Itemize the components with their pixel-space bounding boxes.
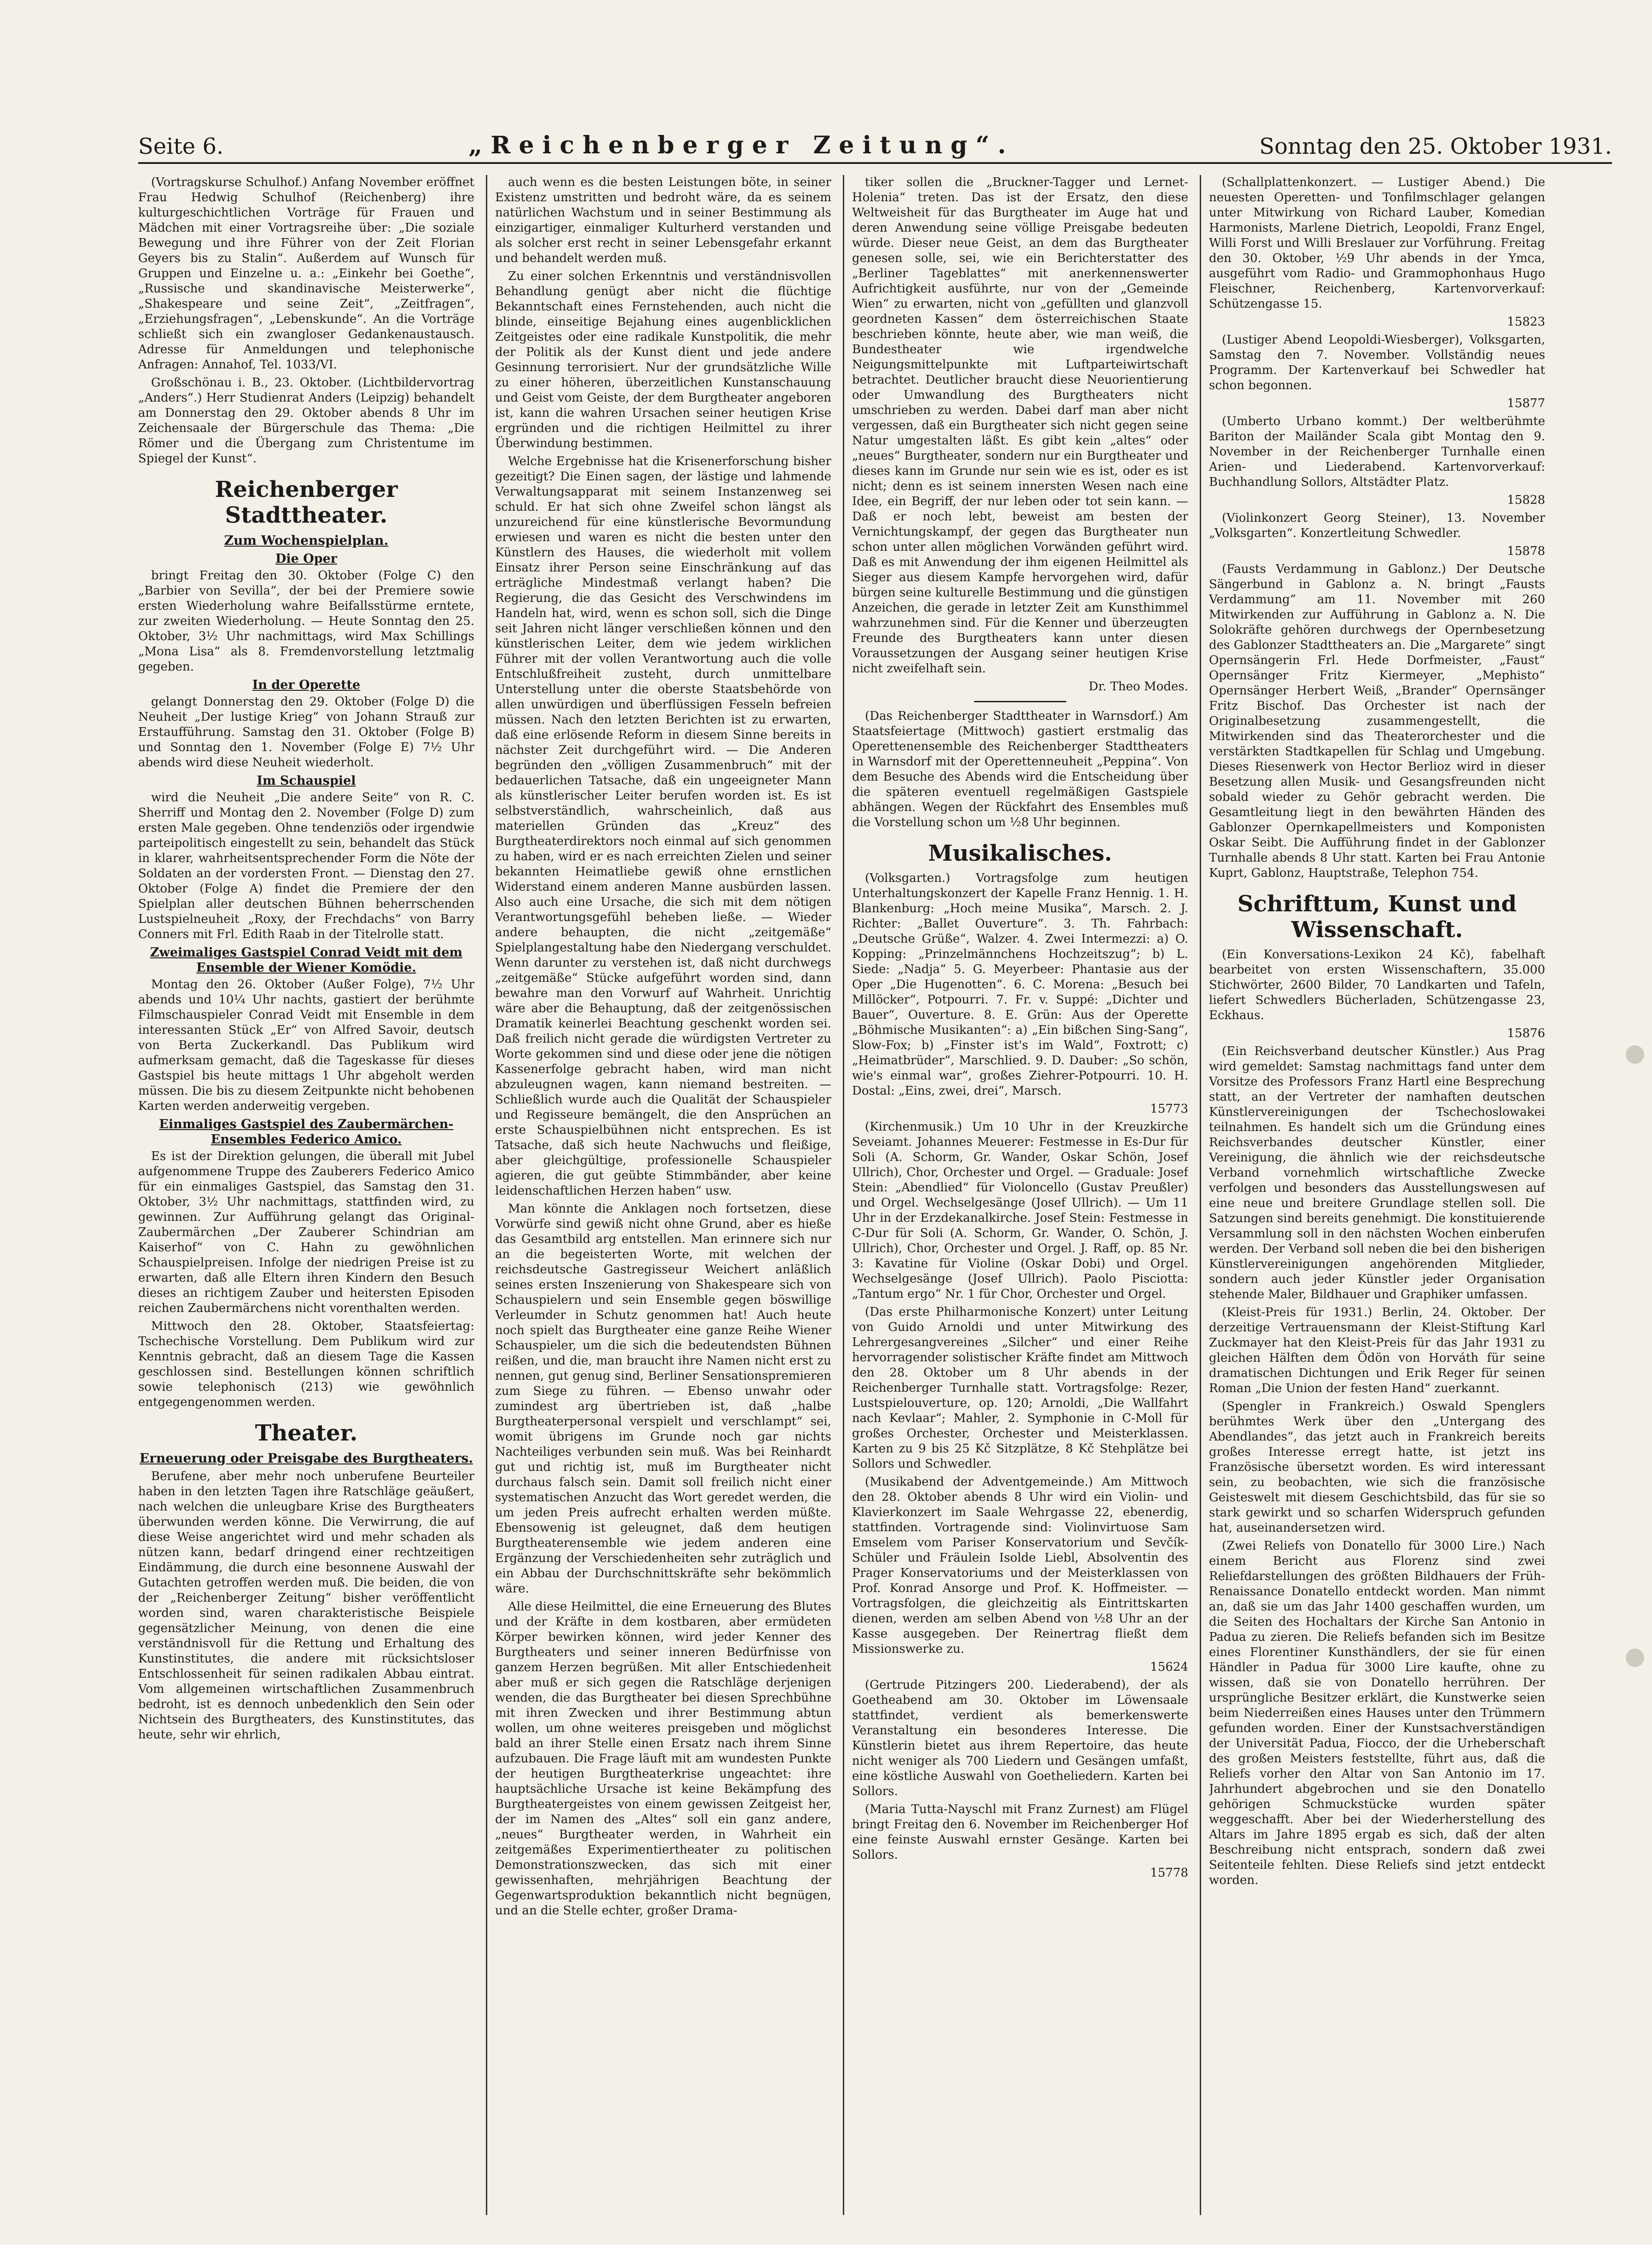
page-number: Seite 6. [138,134,224,159]
article-mittwoch: Mittwoch den 28. Oktober, Staatsfeiertag: Tschechische Vorstellung. Dem Publikum wird zur Kenntnis gebracht, daß an diesem Tage die Kassen geschlossen sind. Bestellungen können schriftlich sowie telephonisch (213) wie gewöhnlich entgegengenommen werden. [138,1319,474,1409]
article-urbano: (Umberto Urbano kommt.) Der weltberühmte Bariton der Mailänder Scala gibt Montag den 9. November in der Reichenberger Turnhalle einen Arien- und Liederabend. Kartenvorverkauf: Buchhandlung Sollors, Altstädter Platz. [1209,414,1545,489]
section-heading-stadttheater: Reichenberger Stadttheater. [215,477,398,528]
separator [974,701,1066,702]
newspaper-title: „Reichenberger Zeitung“. [468,131,1015,159]
ad-number: 15624 [1150,1660,1188,1674]
column-2 [495,175,831,2215]
subheading-oper: Die Oper [275,552,338,566]
column-1 [138,175,474,2215]
article-reichsverband: (Ein Reichsverband deutscher Künstler.) Aus Prag wird gemeldet: Samstag nachmittags fand unter dem Vorsitze des Professors Franz Hartl eine Besprechung statt, an der Vertreter der namhaften deutschen Künstlervereinigungen der Tschechoslowakei teilnahmen. Es handelt sich um die Gründung eines Reichsverbandes deutscher Künstler, einer Vereinigung, die ähnlich wie der reichsdeutsche Verband vornehmlich wirtschaftliche Zwecke verfolgen und besonders das Ausstellungswesen auf eine neue und breitere Grundlage stellen soll. Die Satzungen sind bereits genehmigt. Die konstituierende Versammlung soll in den nächsten Wochen einberufen werden. Der Verband soll neben die bei den bisherigen Künstlervereinigungen angehörenden Mitglieder, sondern auch jeder Künstler jeder Organisation stehende Maler, Bildhauer und Graphiker umfassen. [1209,1044,1545,1301]
article-donatello: (Zwei Reliefs von Donatello für 3000 Lire.) Nach einem Bericht aus Florenz sind zwei Reliefdarstellungen des größten Bildhauers der Früh-Renaissance Donatello entdeckt worden. Man nimmt an, daß sie um das Jahr 1400 geschaffen wurden, um die Seiten des Hochaltars der Kirche San Antonio in Padua zu zieren. Die Reliefs befanden sich im Besitze eines Florentiner Kunsthändlers, der sie für einen Händler in Padua für 3000 Lire kaufte, ohne zu wissen, daß sie von Donatello herrühren. Der ursprüngliche Besitzer erklärt, die Kunstwerke seien beim Niederreißen eines Hauses unter den Trümmern gefunden worden. Einer der Kunstsachverständigen der Universität Padua, Fiocco, der die Urheberschaft des großen Meisters feststellte, führt aus, daß die Reliefs vorher den Altar von San Antonio im 17. Jahrhundert abgebrochen und sie den Donatello gehörigen Schmuckstücke wurden später weggeschafft. Aber bei der Wiederherstellung des Altars im Jahre 1895 ergab es sich, daß der alten Beschreibung nicht entsprach, sondern daß zwei Seitenteile fehlten. Diese Reliefs sind jetzt entdeckt worden. [1209,1539,1545,1887]
article-burgtheater-cont-5: Alle diese Heilmittel, die eine Erneuerung des Blutes und der Kräfte in dem kostbaren, aber ermüdeten Körper bewirken können, wird jeder Kenner des Burgtheaters und seiner inneren Bedürfnisse von ganzem Herzen begrüßen. Mit aller Entschiedenheit aber muß er sich gegen die Ratschläge derjenigen wenden, die das Burgtheater bei diesen Sprechbühne mit ihren Zwecken und ihrer Bestimmung abtun wollen, um ohne weiteres preisgeben und möglichst bald an ihrer Stelle einen Ersatz nach ihrem Sinne aufzubauen. Die Frage läuft mit am wundesten Punkte der heutigen Burgtheaterkrise ungeachtet: ihre hauptsächliche Ursache ist keine Bekämpfung des Burgtheatergeistes von einem gewissen Zeitgeist her, der im Namen des „Altes“ soll ein ganz andere, „neues“ Burgtheater werden, in Wahrheit ein zeitgemäßes Experimentiertheater zu politischen Demonstrationszwecken, das sich mit einer gewissenhaften, mehrjährigen Beachtung der Gegenwartsproduktion bekanntlich nicht begnügen, und an die Stelle echter, großer Drama- [495,1600,831,1918]
binding-hole [1626,1649,1644,1667]
section-heading-schrifttum: Schrifttum, Kunst und Wissenschaft. [1237,891,1517,943]
subheading-wochenspielplan: Zum Wochenspielplan. [224,533,389,548]
ad-number: 15878 [1507,544,1545,558]
article-pitzinger: (Gertrude Pitzingers 200. Liederabend), der als Goetheabend am 30. Oktober im Löwensaale stattfindet, verdient als bemerkenswerte Veranstaltung ein besonderes Interesse. Die Künstlerin bietet aus ihrem Repertoire, das heute nicht weniger als 700 Liedern und Gesängen umfaßt, eine köstliche Auswahl von Goetheliedern. Karten bei Sollors. [852,1678,1188,1798]
article-volksgarten: (Volksgarten.) Vortragsfolge zum heutigen Unterhaltungskonzert der Kapelle Franz Hennig. 1. H. Blankenburg: „Hoch meine Musika“, Marsch. 2. J. Richter: „Ballet Ouverture“. 3. Th. Fahrbach: „Deutsche Grüße“, Walzer. 4. Zwei Intermezzi: a) O. Kopping: „Prinzelmännchens Hochzeitszug“; b) L. Siede: „Nadja“ 5. G. Meyerbeer: Phantasie aus der Oper „Die Hugenotten“. 6. C. Morena: „Besuch bei Millöcker“, Potpourri. 7. Fr. v. Suppé: „Dichter und Bauer“, Ouverture. 8. E. Grün: Aus der Operette „Böhmische Musikanten“: a) „Ein bißchen Sing-Sang“, Slow-Fox; b) „Finster ist's im Wald“, Foxtrott; c) „Heimatbrüder“, Marschlied. 9. D. Dauber: „So schön, wie's einmal war“, großes Ziehrer-Potpourri. 10. H. Dostal: „Eins, zwei, drei“, Marsch. [852,871,1188,1098]
ad-number: 15876 [1507,1026,1545,1040]
section-heading-musikalisches: Musikalisches. [928,840,1112,866]
column-divider [1200,175,1201,2215]
article-schallplatten: (Schallplattenkonzert. — Lustiger Abend.) Die neuesten Operetten- und Tonfilmschlager gelangen unter Mitwirkung von Richard Lauber, Komedian Harmonists, Marlene Dietrich, Leopoldi, Franz Engel, Willi Forst und Willi Breslauer zur Vorführung. Freitag den 30. Oktober, ½9 Uhr abends in der Ymca, ausgeführt vom Radio- und Grammophonhaus Hugo Fleischner, Reichenberg, Kartenvorverkauf: Schützengasse 15. [1209,175,1545,311]
subheading-schauspiel: Im Schauspiel [257,774,356,788]
subheading-operette: In der Operette [252,678,361,692]
article-philharmonisch: (Das erste Philharmonische Konzert) unter Leitung von Guido Arnoldi und unter Mitwirkung des Lehrergesangvereines „Silcher“ und einer Reihe hervorragender solistischer Kräfte findet am Mittwoch den 28. Oktober um 8 Uhr abends in der Reichenberger Turnhalle statt. Vortragsfolge: Rezer, Lustspielouverture, op. 120; Arnoldi, „Die Wallfahrt nach Kevlaar“; Mahler, 2. Symphonie in C-Moll für großes Orchester, Orchester und Meisterklassen. Karten zu 9 bis 25 Kč Sitzplätze, 8 Kč Stehplätze bei Sollors und Schwedler. [852,1305,1188,1471]
column-divider [843,175,844,2215]
article-kirchenmusik: (Kirchenmusik.) Um 10 Uhr in der Kreuzkirche Seveiamt. Johannes Meuerer: Festmesse in Es-Dur für Soli (A. Schorm, Gr. Wander, Oskar Schön, Josef Ullrich), Chor, Orchester und Orgel. — Graduale: Josef Stein: „Abendlied“ für Violoncello (Gustav Preußler) und Orgel. Wechselgesänge (Josef Ullrich). — Um 11 Uhr in der Erzdekanalkirche. Josef Stein: Festmesse in C-Dur für Soli (A. Schorm, Gr. Wander, O. Schön, J. Ullrich), Chor, Orchester und Orgel. J. Raff, op. 85 Nr. 3: Kavatine für Violine (Oskar Dobi) und Orgel. Wechselgesänge (Josef Ullrich). Paolo Pisciotta: „Tantum ergo“ Nr. 1 für Chor, Orchester und Orgel. [852,1120,1188,1301]
ad-number: 15823 [1507,315,1545,329]
article-burgtheater-end: tiker sollen die „Bruckner-Tagger und Lernet-Holenia“ treten. Das ist der Ersatz, den diese Weltweisheit für das Burgtheater im Auge hat und deren Anwendung seine völlige Preisgabe bedeuten würde. Dieser neue Geist, an dem das Burgtheater genesen solle, sei, wie ein Berichterstatter des „Berliner Tageblattes“ mit anerkennenswerter Aufrichtigkeit ausführte, nur von der „Gemeinde Wien“ zu erwarten, nicht von „gefüllten und glanzvoll geordneten Kassen“ dem österreichischen Staate beschrieben könnte, heute aber, wie man weiß, die Bundestheater wie irgendwelche Neigungsmittelpunkte mit Luftparteiwirtschaft betrachtet. Deutlicher braucht diese Neuorientierung oder Umwandlung des Burgtheaters nicht umschrieben zu werden. Dabei darf man aber nicht vergessen, daß ein Burgtheater sich nicht gegen seine Natur umgestalten läßt. Es gibt kein „altes“ oder „neues“ Burgtheater, sondern nur ein Burgtheater und dieses kann im Grunde nur sein wie es ist, oder es ist nicht; denn es ist seinem innersten Wesen nach eine Idee, ein Begriff, der nur leben oder tot sein kann. — Daß er noch lebt, beweist am besten der Vernichtungskampf, der gegen das Burgtheater nun schon unter allen möglichen Vorwänden geführt wird. Daß es mit Anwendung der ihm eigenen Heilmittel als Sieger aus diesem Kampfe hervorgehen wird, dafür bürgen seine kulturelle Bestimmung und die günstigen Anzeichen, die gerade in letzter Zeit am Kunsthimmel wahrzunehmen sind. Für die Kenner und überzeugten Freunde des Burgtheaters kann unter diesen Voraussetzungen der Ausgang seiner heutigen Krise nicht zweifelhaft sein. [852,175,1188,676]
subheading-amico: Einmaliges Gastspiel des Zaubermärchen-Ensembles Federico Amico. [159,1117,454,1147]
binding-hole [1626,1045,1644,1064]
article-veidt: Montag den 26. Oktober (Außer Folge), 7½ Uhr abends und 10¼ Uhr nachts, gastiert der berühmte Filmschauspieler Conrad Veidt mit Ensemble in dem interessanten Stück „Er“ von Alfred Savoir, deutsch von Berta Zuckerkandl. Das Publikum wird aufmerksam gemacht, daß die Tageskasse für dieses Gastspiel bis heute mittags 1 Uhr abgeholt werden müssen. Die bis zu diesem Zeitpunkte nicht behobenen Karten werden anderweitig vergeben. [138,978,474,1113]
article-lexikon: (Ein Konversations-Lexikon 24 Kč), fabelhaft bearbeitet von ersten Wissenschaftern, 35.000 Stichwörter, 2600 Bilder, 70 Landkarten und Tafeln, liefert Schwedlers Bücherladen, Schützengasse 23, Eckhaus. [1209,948,1545,1022]
article-spengler: (Spengler in Frankreich.) Oswald Spenglers berühmtes Werk über den „Untergang des Abendlandes“, das jetzt auch in Frankreich bereits großes Interesse erregt hatte, ist jetzt ins Französische übersetzt worden. Es wird interessant sein, zu beobachten, wie sich die französische Geisteswelt mit diesem Geschichtsbild, das für sie so stark gewirkt und so scharfen Widerspruch gefunden hat, auseinandersetzen wird. [1209,1399,1545,1535]
article-warnsdorf: (Das Reichenberger Stadttheater in Warnsdorf.) Am Staatsfeiertage (Mittwoch) gastiert erstmalig das Operettenensemble des Reichenberger Stadttheaters in Warnsdorf mit der Operettenneuheit „Peppina“. Von dem Besuche des Abends wird die Entscheidung über die späteren eventuell regelmäßigen Gastspiele abhängen. Wegen der Rückfahrt des Ensembles muß die Vorstellung schon um ½8 Uhr beginnen. [852,709,1188,829]
article-kleist-preis: (Kleist-Preis für 1931.) Berlin, 24. Oktober. Der derzeitige Vertrauensmann der Kleist-Stiftung Karl Zuckmayer hat den Kleist-Preis für das Jahr 1931 zu gleichen Hälften dem Ödön von Horváth für seine dramatischen Dichtungen und Erik Reger für seinen Roman „Die Union der festen Hand“ zuerkannt. [1209,1306,1545,1395]
ad-number: 15828 [1507,493,1545,507]
ad-number: 15778 [1150,1866,1188,1880]
article-vortragskurse: (Vortragskurse Schulhof.) Anfang November eröffnet Frau Hedwig Schulhof (Reichenberg) ihre kulturgeschichtlichen Vorträge für Frauen und Mädchen mit einer Vortragsreihe über: „Die soziale Bewegung und ihre Führer von der Zeit Florian Geyers bis zu Stalin“. Außerdem auf Wunsch für Gruppen und Einzelne u. a.: „Einkehr bei Goethe“, „Russische und skandinavische Meisterwerke“, „Shakespeare und seine Zeit“, „Zeitfragen“, „Erziehungsfragen“, „Lebenskunde“. An die Vorträge schließt sich ein zwangloser Gedankenaustausch. Adresse für Anmeldungen und telephonische Anfragen: Annahof, Tel. 1033/VI. [138,175,474,372]
page-header [138,125,1612,159]
ad-number: 15877 [1507,397,1545,410]
article-steiner: (Violinkonzert Georg Steiner), 13. November „Volksgarten“. Konzertleitung Schwedler. [1209,511,1545,540]
subheading-veidt: Zweimaliges Gastspiel Conrad Veidt mit dem Ensemble der Wiener Komödie. [150,945,463,975]
ad-number: 15773 [1150,1102,1188,1116]
article-grossschoenau: Großschönau i. B., 23. Oktober. (Lichtbildervortrag „Anders“.) Herr Studienrat Anders (Leipzig) behandelt am Donnerstag den 29. Oktober abends 8 Uhr im Zeichensaale der Bürgerschule das Thema: „Die Römer und die Übergang zum Christentume im Spiegel der Kunst“. [138,376,474,466]
header-rule [138,162,1612,164]
article-tutta: (Maria Tutta-Nayschl mit Franz Zurnest) am Flügel bringt Freitag den 6. November im Reichenberger Hof eine feinste Auswahl ernster Gesänge. Karten bei Sollors. [852,1802,1188,1862]
article-schauspiel: wird die Neuheit „Die andere Seite“ von R. C. Sherriff und Montag den 2. November (Folge D) zum ersten Male gegeben. Ohne tendenziös oder irgendwie parteipolitisch eingestellt zu sein, behandelt das Stück in klarer, wahrheitsentsprechender Form die Nöte der Soldaten an der vordersten Front. — Dienstag den 27. Oktober (Folge A) findet die Premiere der den Spielplan aller deutschen Bühnen beherrschenden Lustspielneuheit „Roxy, der Frechdachs“ von Barry Conners mit Frl. Edith Raab in der Titelrolle statt. [138,791,474,941]
article-lustiger-abend: (Lustiger Abend Leopoldi-Wiesberger), Volksgarten, Samstag den 7. November. Vollständig neues Programm. Der Kartenverkauf bei Schwedler hat schon begonnen. [1209,333,1545,392]
article-amico: Es ist der Direktion gelungen, die überall mit Jubel aufgenommene Truppe des Zauberers Federico Amico für ein einmaliges Gastspiel, das Samstag den 31. Oktober, 3½ Uhr nachmittags, stattfinden wird, zu gewinnen. Zur Aufführung gelangt das Original-Zaubermärchen „Der Zauberer Schindrian am Kaiserhof“ von C. Hahn zu gewöhnlichen Schauspielpreisen. Infolge der niedrigen Preise ist zu erwarten, daß alle Eltern ihren Kindern den Besuch dieses an richtigem Zauber und heitersten Episoden reichen Zaubermärchens nicht vorenthalten werden. [138,1149,474,1315]
column-divider [486,175,487,2215]
article-burgtheater-cont-2: Zu einer solchen Erkenntnis und verständnisvollen Behandlung genügt aber nicht die flüchtige Bekanntschaft eines Fernstehenden, auch nicht die blinde, einseitige Bejahung eines augenblicklichen Zeitgeistes oder eine radikale Kunstpolitik, die mehr der Politik als der Kunst dient und jede andere Gesinnung terrorisiert. Nur der grundsätzliche Wille zu einer höheren, überzeitlichen Kunstanschauung und Geist vom Geiste, der dem Burgtheater angeboren ist, kann die wahren Ursachen seiner heutigen Krise ergründen und die richtigen Heilmittel zu ihrer Überwindung bestimmen. [495,269,831,450]
subheading-erneuerung: Erneuerung oder Preisgabe des Burgtheaters. [139,1451,473,1466]
article-erneuerung: Berufene, aber mehr noch unberufene Beurteiler haben in den letzten Tagen ihre Ratschläge geäußert, nach welchen die unleugbare Krise des Burgtheaters überwunden werden könne. Die Verwirrung, die auf diese Weise angerichtet wird und mehr schaden als nützen kann, bedarf dringend einer rechtzeitigen Eindämmung, die durch eine besonnene Auswahl der Gutachten getroffen werden muß. Die beiden, die von der „Reichenberger Zeitung“ bisher veröffentlicht worden sind, waren charakteristische Beispiele gegensätzlicher Meinung, von denen die eine verständnisvoll für die Rettung und Erhaltung des Kunstinstitutes, die andere mit rücksichtsloser Entschlossenheit für seinen radikalen Abbau eintrat. Vom allgemeinen wirtschaftlichen Zusammenbruch bedroht, ist es dennoch unbedenklich den Sein oder Nichtsein des Burgtheaters, des Kunstinstitutes, das heute, sehr wir ehrlich, [138,1469,474,1742]
article-burgtheater-cont-3: Welche Ergebnisse hat die Krisenerforschung bisher gezeitigt? Die Einen sagen, der lästige und lahmende Verwaltungsapparat mit seinem Instanzenweg sei schuld. Er hat sich ohne Zweifel schon längst als unzureichend für eine künstlerische Bevormundung erwiesen und waren es nicht die besten unter den Künstlern des Hauses, die wiederholt mit vollem Einsatz ihrer Person seine Einschränkung auf das erträgliche Mindestmaß verlangt haben? Die Regierung, die das Gesicht des Verschwindens im Handeln hat, wird, wenn es schon soll, sich die Dinge seit Jahren nicht länger verschließen können und den künstlerischen Leiter, dem wie jedem wirklichen Führer mit der vollen Verantwortung auch die volle Entschlußfreiheit zusteht, durch unmittelbare Unterstellung unter die oberste Staatsbehörde von allen unwürdigen und überflüssigen Fesseln befreien müssen. Nach den letzten Berichten ist zu erwarten, daß eine erlösende Reform in diesem Sinne bereits in nächster Zeit durchgeführt wird. — Die Anderen begründen den „völligen Zusammenbruch“ mit der bedauerlichen Tatsache, daß ein ungeeigneter Mann als künstlerischer Leiter berufen worden ist. Es ist selbstverständlich, wahrscheinlich, daß aus materiellen Gründen das „Kreuz“ des Burgtheaterdirektors noch einmal auf sich genommen zu haben, wird er es nach erreichten Zielen und seiner bekannten Heimatliebe gewiß ohne ernstlichen Widerstand einem anderen Manne ausbürden lassen. Also auch eine Ursache, die sich mit dem nötigen Verantwortungsgefühl beheben ließe. — Wieder andere behaupten, die nicht „zeitgemäße“ Spielplangestaltung habe den Niedergang verschuldet. Wenn darunter zu verstehen ist, daß nicht durchwegs „zeitgemäße“ Stücke aufgeführt worden sind, dann bewahre man den Vorwurf auf Wahrheit. Unrichtig wäre aber die Behauptung, daß der zeitgenössischen Dramatik keinerlei Beachtung geschenkt worden sei. Daß freilich nicht gerade die würdigsten Vertreter zu Worte gekommen sind und diese oder jene die nötigen Kassenerfolge gebracht haben, wird man nicht abzuleugnen wagen, kann niemand bestreiten. — Schließlich wurde auch die Qualität der Schauspieler und Regisseure bemängelt, die den Ansprüchen an erste Schauspielbühnen nicht entsprechen. Es ist Tatsache, daß sich heute Nachwuchs und fleißige, aber gleichgültige, professionelle Schauspieler agieren, die gut geübte Stimmbänder, aber keine leidenschaftlichen Herzen haben“ usw. [495,455,831,1198]
article-burgtheater-cont-4: Man könnte die Anklagen noch fortsetzen, diese Vorwürfe sind gewiß nicht ohne Grund, aber es hieße das Gesamtbild arg entstellen. Man erinnere sich nur an die begeisterten Worte, mit welchen der reichsdeutsche Gastregisseur Weichert anläßlich seines ersten Inszenierung von Shakespeare sich von Schauspielern und sein Ensemble gegen böswillige Verleumder in Schutz genommen hat! Auch heute noch spielt das Burgtheater eine ganze Reihe Wiener Schauspieler, um die sich die bedeutendsten Bühnen reißen, und die, man braucht ihre Namen nicht erst zu nennen, gut genug sind, Berliner Sensationspremieren zum Siege zu führen. — Ebenso unwahr oder zumindest arg übertrieben ist, daß „halbe Burgtheaterpersonal verspielt und verschlampt“ sei, womit übrigens im Grunde noch gar nichts Nachteiliges verbunden sein muß. Was bei Reinhardt gut und richtig ist, muß im Burgtheater nicht durchaus falsch sein. Damit soll freilich nicht einer systematischen Anzucht das Wort geredet werden, die um jeden Preis aufrecht erhalten werden müßte. Ebensowenig ist geleugnet, daß dem heutigen Burgtheaterensemble wie jedem anderen eine Ergänzung der Verschiedenheiten sehr zuträglich und ein Abbau der Durchschnittskräfte sehr bekömmlich wäre. [495,1202,831,1596]
issue-date: Sonntag den 25. Oktober 1931. [1259,134,1612,159]
column-3 [852,175,1188,2215]
article-oper: bringt Freitag den 30. Oktober (Folge C) den „Barbier von Sevilla“, der bei der Premiere sowie ersten Wiederholung wahre Beifallsstürme erntete, zur zweiten Wiederholung. — Heute Sonntag den 25. Oktober, 3½ Uhr nachmittags, wird Max Schillings „Mona Lisa“ als 8. Fremdenvorstellung letztmalig gegeben. [138,569,474,674]
article-faust-gablonz: (Fausts Verdammung in Gablonz.) Der Deutsche Sängerbund in Gablonz a. N. bringt „Fausts Verdammung“ am 11. November mit 260 Mitwirkenden zur Aufführung in Gablonz a. N. Die Solokräfte gehören durchwegs der Opernbesetzung des Gablonzer Stadttheaters an. Die „Margarete“ singt Opernsängerin Frl. Hede Dorfmeister, „Faust“ Opernsänger Fritz Kiermeyer, „Mephisto“ Opernsänger Herbert Weiß, „Brander“ Opernsänger Fritz Bischof. Das Orchester ist nach der Originalbesetzung zusammengestellt, die Mitwirkenden sind das Theaterorchester und die verstärkten Stadtkapellen für Schlag und Umgebung. Dieses Riesenwerk von Hector Berlioz wird in dieser Besetzung allen Musik- und Gesangsfreunden nicht sobald wieder zu Gehör gebracht werden. Die Gesamtleitung liegt in den bewährten Händen des Gablonzer Opernkapellmeisters und Komponisten Oskar Seibt. Die Aufführung findet in der Gablonzer Turnhalle abends 8 Uhr statt. Karten bei Frau Antonie Kuprt, Gablonz, Hauptstraße, Telephon 754. [1209,562,1545,880]
author-signature: Dr. Theo Modes. [1088,680,1188,694]
article-adventgemeinde: (Musikabend der Adventgemeinde.) Am Mittwoch den 28. Oktober abends 8 Uhr wird ein Violin- und Klavierkonzert im Saale Wehrgasse 22, ebenerdig, stattfinden. Vortragende sind: Violinvirtuose Sam Emselem vom Pariser Konservatorium und Sevčík-Schüler und Fräulein Isolde Liebl, Absolventin des Prager Konservatoriums und der Meisterklassen von Prof. Konrad Ansorge und Prof. K. Hoffmeister. — Vortragsfolgen, die gleichzeitig als Eintrittskarten dienen, werden am selben Abend von ½8 Uhr an der Kasse ausgegeben. Der Reinertrag fließt dem Missionswerke zu. [852,1475,1188,1656]
article-operette: gelangt Donnerstag den 29. Oktober (Folge D) die Neuheit „Der lustige Krieg“ von Johann Strauß zur Erstaufführung. Samstag den 31. Oktober (Folge B) und Sonntag den 1. November (Folge E) 7½ Uhr abends wird diese Neuheit wiederholt. [138,695,474,770]
section-heading-theater: Theater. [255,1420,358,1446]
column-4 [1209,175,1545,2215]
article-burgtheater-cont-1: auch wenn es die besten Leistungen böte, in seiner Existenz umstritten und bedroht wäre, da es seinem natürlichen Wachstum und in seiner Bestimmung als einzigartiger, einmaliger Kulturherd verstanden und als solcher erst recht in seiner Lebensgefahr erkannt und behandelt werden muß. [495,175,831,265]
